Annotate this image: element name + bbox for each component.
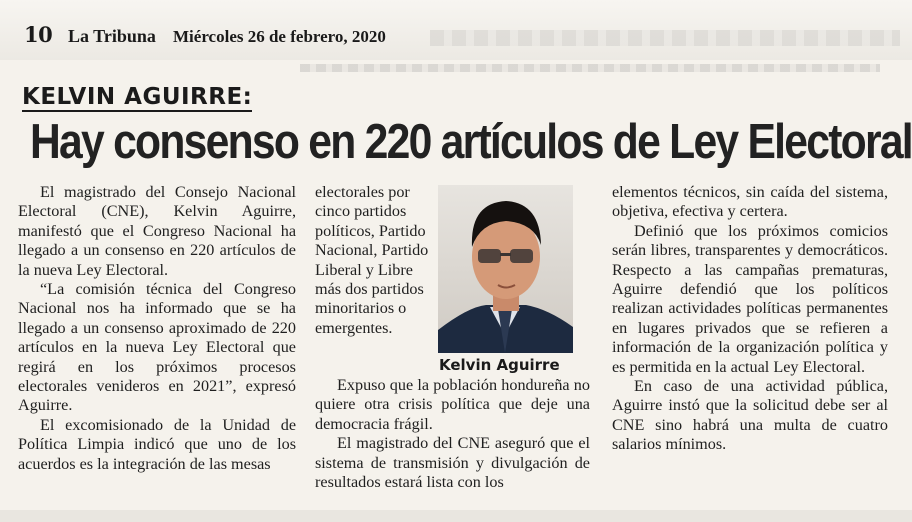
page-bottom-edge [0,510,912,522]
photo-caption: Kelvin Aguirre [439,356,560,374]
portrait-image [438,185,573,353]
paragraph: El excomisionado de la Unidad de Política Limpia indicó que uno de los acuerdos es la integración de las mesas [18,415,296,473]
issue-date: Miércoles 26 de febrero, 2020 [173,27,386,46]
paragraph: Expuso que la población hondureña no quiere otra crisis política que deje una democracia frágil. [315,376,590,433]
paragraph: electorales por cinco partidos políticos, Partido Nacional, Partido Liberal y Libre más dos partidos minoritarios o emergentes. [315,183,429,337]
bleedthrough-text [430,30,900,46]
column-3 [612,183,888,455]
bleedthrough-text [300,64,880,72]
paragraph: elementos técnicos, sin caída del sistema, objetiva, efectiva y certera. [612,183,888,221]
portrait-photo [438,185,573,353]
paragraph: El magistrado del Consejo Nacional Electoral (CNE), Kelvin Aguirre, manifestó que el Congreso Nacional ha llegado a un consenso en 220 artículos de la nueva Ley Electoral. [18,183,296,279]
newspaper-name: La Tribuna [68,26,156,46]
column-1 [18,183,296,474]
column-2-top [315,183,433,338]
paragraph: En caso de una actividad pública, Aguirre instó que la solicitud debe ser al CNE sino habrá una multa de cuatro salarios mínimos. [612,377,888,454]
paragraph: Definió que los próximos comicios serán libres, transparentes y democráticos. Respecto a las campañas prematuras, Aguirre defendió que los políticos realizan actividades políticas permanentes en lugares privados que se refieren a información de la organización política y es permitida en la actual Ley Electoral. [612,221,888,376]
page-number: 10 [24,22,53,47]
paragraph: El magistrado del CNE aseguró que el sistema de transmisión y divulgación de resultados estará lista con los [315,434,590,492]
column-2-bottom [315,376,590,492]
paragraph: “La comisión técnica del Congreso Nacional nos ha informado que se ha llegado a un consenso aproximado de 220 artículos en la nueva Ley Electoral que regirá en los próximos procesos electorales venideros en 2021”, expresó Aguirre. [18,280,296,415]
article-kicker: KELVIN AGUIRRE: [22,84,253,110]
article-headline: Hay consenso en 220 artículos de Ley Electoral [30,115,912,169]
